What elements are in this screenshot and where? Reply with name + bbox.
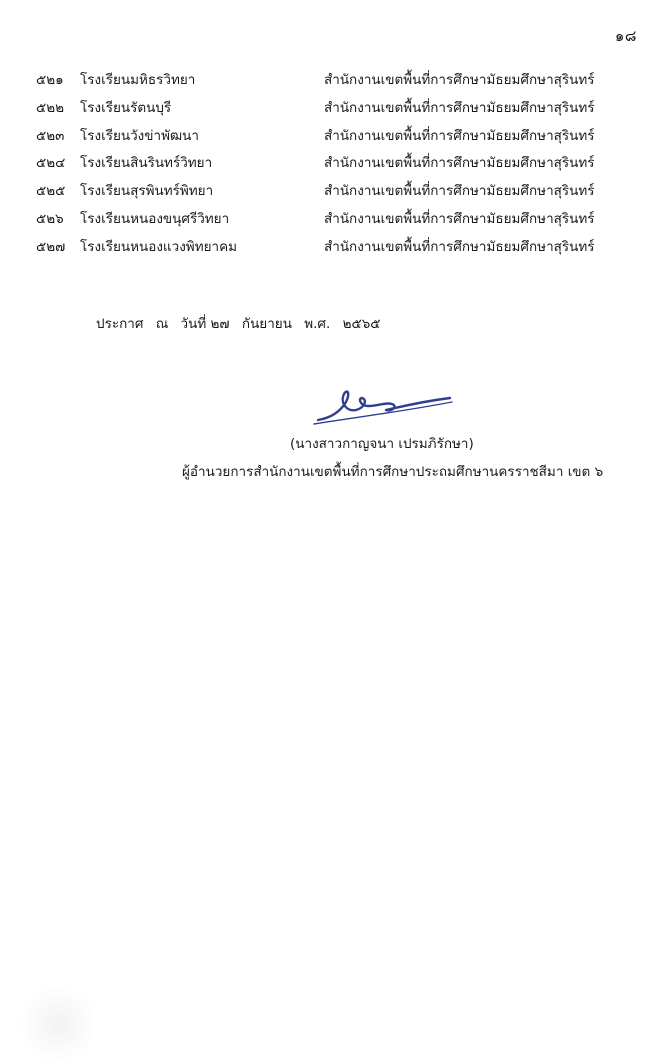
- school-office: สำนักงานเขตพื้นที่การศึกษามัธยมศึกษาสุรินทร์: [324, 155, 595, 172]
- school-number: ๕๒๗: [36, 238, 66, 255]
- school-office: สำนักงานเขตพื้นที่การศึกษามัธยมศึกษาสุรินทร์: [324, 72, 595, 88]
- school-office: สำนักงานเขตพื้นที่การศึกษามัธยมศึกษาสุรินทร์: [324, 238, 595, 255]
- school-name: โรงเรียนหนองแวงพิทยาคม: [80, 238, 238, 255]
- school-office: สำนักงานเขตพื้นที่การศึกษามัธยมศึกษาสุรินทร์: [324, 127, 595, 144]
- school-name: โรงเรียนสินรินทร์วิทยา: [80, 155, 213, 172]
- signer-name: (นางสาวกาญจนา เปรมภิรักษา): [290, 436, 474, 452]
- table-row: [36, 181, 636, 209]
- school-number: ๕๒๑: [36, 72, 64, 88]
- table-row: [36, 209, 636, 237]
- announcement-date: [96, 312, 389, 334]
- announcement-year: ๒๕๖๕: [342, 316, 381, 332]
- school-name: โรงเรียนสุรพินทร์พิทยา: [80, 183, 214, 200]
- table-row: [36, 126, 636, 154]
- school-name: โรงเรียนมหิธรวิทยา: [80, 72, 196, 88]
- school-name: โรงเรียนหนองขนุศรีวิทยา: [80, 210, 230, 227]
- school-number: ๕๒๖: [36, 210, 64, 227]
- announcement-month: กันยายน: [241, 316, 292, 332]
- school-office: สำนักงานเขตพื้นที่การศึกษามัธยมศึกษาสุรินทร์: [324, 210, 595, 227]
- school-number: ๕๒๓: [36, 127, 65, 144]
- announcement-at: ณ: [155, 316, 169, 332]
- school-name: โรงเรียนวังข่าพัฒนา: [80, 127, 199, 144]
- signature-image: [300, 372, 460, 432]
- school-office: สำนักงานเขตพื้นที่การศึกษามัธยมศึกษาสุรินทร์: [324, 99, 595, 116]
- school-list: [36, 70, 636, 265]
- corner-shadow: [18, 984, 98, 1064]
- table-row: [36, 153, 636, 181]
- table-row: [36, 237, 636, 265]
- announcement-prefix: ประกาศ: [96, 316, 144, 332]
- page-number: ๑๘: [614, 27, 637, 45]
- table-row: [36, 98, 636, 126]
- signer-title: ผู้อำนวยการสำนักงานเขตพื้นที่การศึกษาประถมศึกษานครราชสีมา เขต ๖: [182, 464, 604, 480]
- school-office: สำนักงานเขตพื้นที่การศึกษามัธยมศึกษาสุรินทร์: [324, 183, 595, 200]
- announcement-era: พ.ศ.: [304, 316, 331, 332]
- school-number: ๕๒๕: [36, 183, 66, 200]
- school-name: โรงเรียนรัตนบุรี: [80, 99, 172, 116]
- school-number: ๕๒๒: [36, 99, 65, 116]
- school-number: ๕๒๔: [36, 155, 66, 172]
- table-row: [36, 70, 636, 98]
- announcement-day: วันที่ ๒๗: [180, 316, 230, 332]
